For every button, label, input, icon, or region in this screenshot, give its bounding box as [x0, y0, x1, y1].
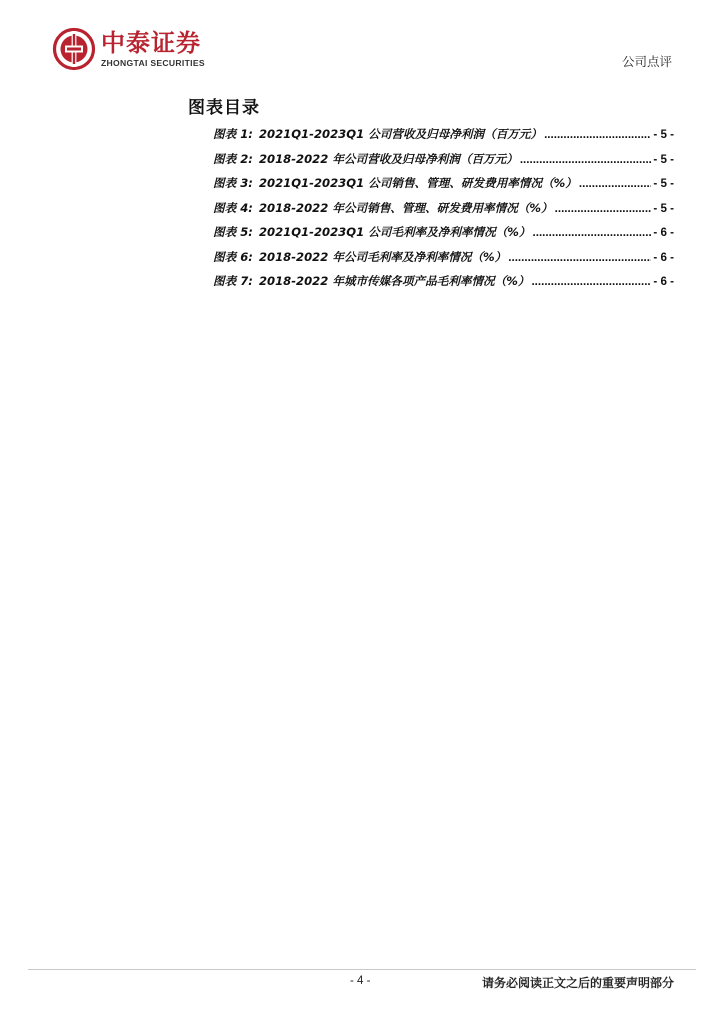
- toc-dot-leader: [544, 128, 651, 141]
- footer-divider: [28, 969, 696, 970]
- toc-item[interactable]: [213, 126, 674, 151]
- toc-item-page: - 5 -: [653, 201, 674, 215]
- toc-item-title: 2018-2022 年城市传媒各项产品毛利率情况（%）: [258, 274, 530, 288]
- toc-item[interactable]: [213, 224, 674, 249]
- toc-item-title: 2021Q1-2023Q1 公司营收及归母净利润（百万元）: [258, 127, 543, 141]
- toc-item-page: - 5 -: [653, 128, 674, 141]
- toc-list: [213, 126, 674, 298]
- toc-item-title: 2018-2022 年公司营收及归母净利润（百万元）: [258, 151, 518, 166]
- toc-item-label: 图表 5:: [213, 225, 253, 239]
- toc-item-title: 2021Q1-2023Q1 公司销售、管理、研发费用率情况（%）: [258, 176, 577, 190]
- toc-title: 图表目录: [188, 98, 260, 118]
- toc-item-label: 图表 2:: [213, 151, 253, 166]
- toc-item-page: - 5 -: [653, 152, 674, 166]
- report-type: 公司点评: [621, 54, 672, 69]
- company-logo: [52, 27, 222, 73]
- toc-item-page: - 6 -: [653, 250, 674, 264]
- toc-item-page: - 5 -: [653, 177, 674, 190]
- toc-dot-leader: [555, 202, 652, 215]
- page-number: - 4 -: [350, 975, 371, 987]
- toc-item-label: 图表 4:: [213, 200, 253, 215]
- toc-item-page: - 6 -: [653, 275, 674, 288]
- toc-item-label: 图表 1:: [213, 127, 253, 141]
- toc-dot-leader: [520, 153, 652, 166]
- toc-dot-leader: [531, 275, 651, 288]
- toc-item-page: - 6 -: [653, 226, 674, 239]
- logo-name-en: ZHONGTAI SECURITIES: [101, 58, 205, 68]
- toc-item-label: 图表 6:: [213, 249, 253, 264]
- toc-item-label: 图表 3:: [213, 176, 253, 190]
- toc-item-label: 图表 7:: [213, 274, 253, 288]
- toc-item[interactable]: [213, 175, 674, 200]
- toc-dot-leader: [579, 177, 651, 190]
- toc-item[interactable]: [213, 273, 674, 298]
- toc-item-title: 2021Q1-2023Q1 公司毛利率及净利率情况（%）: [258, 225, 531, 239]
- toc-item[interactable]: [213, 200, 674, 225]
- toc-item[interactable]: [213, 249, 674, 274]
- toc-item-title: 2018-2022 年公司毛利率及净利率情况（%）: [258, 249, 507, 264]
- logo-name-cn: 中泰证券: [101, 29, 201, 57]
- toc-item-title: 2018-2022 年公司销售、管理、研发费用率情况（%）: [258, 200, 553, 215]
- footer-disclaimer: 请务必阅读正文之后的重要声明部分: [481, 976, 674, 990]
- toc-dot-leader: [533, 226, 652, 239]
- zhongtai-logo-icon: [52, 27, 96, 71]
- toc-dot-leader: [508, 251, 651, 264]
- toc-item[interactable]: [213, 151, 674, 176]
